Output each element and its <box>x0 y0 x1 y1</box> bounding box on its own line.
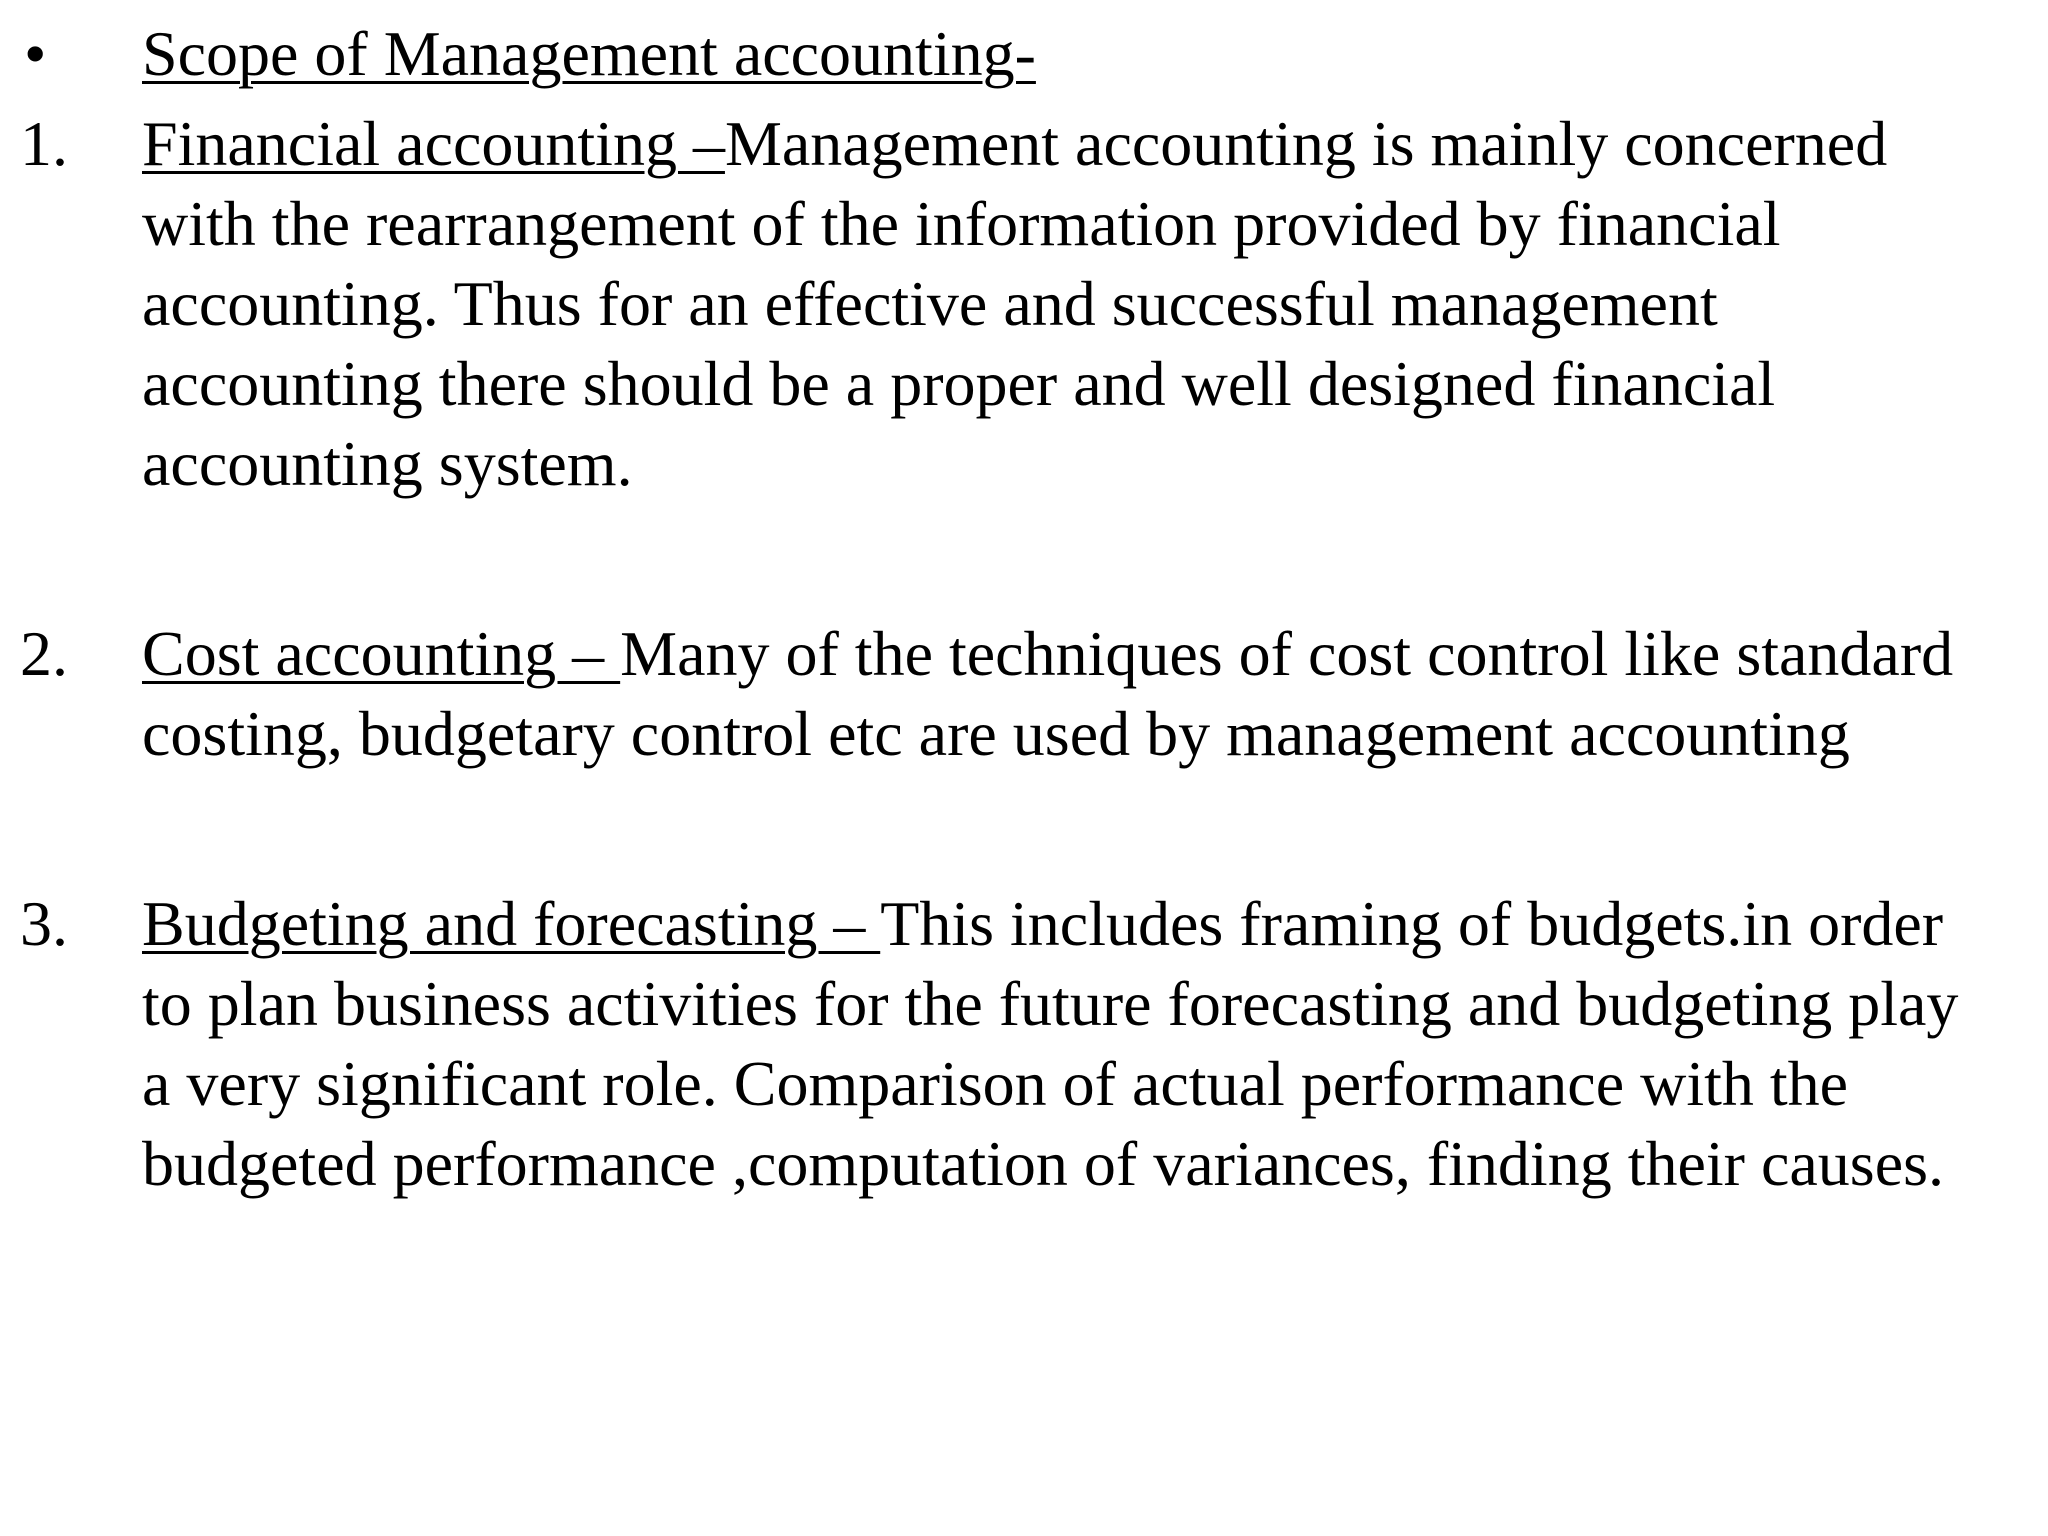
item-2-number: 2. <box>20 618 68 689</box>
item-1-text-1: Management accounting is mainly concerned <box>724 108 1888 179</box>
item-1-line-2: with the rearrangement of the information provided by financial <box>142 188 1781 259</box>
item-3-number: 3. <box>20 888 68 959</box>
heading-title-line <box>142 14 1036 94</box>
heading-title: Scope of Management accounting- <box>142 18 1036 89</box>
item-3-line-2: to plan business activities for the future forecasting and budgeting play <box>142 968 1959 1039</box>
item-1-line-3: accounting. Thus for an effective and successful management <box>142 268 1718 339</box>
item-3-text-1: This includes framing of budgets.in order <box>880 888 1944 959</box>
item-1-line-4: accounting there should be a proper and well designed financial <box>142 348 1776 419</box>
item-2-line-1 <box>142 614 1953 694</box>
item-3-line-1 <box>142 884 1943 964</box>
item-3-line-4: budgeted performance ,computation of variances, finding their causes. <box>142 1128 1944 1199</box>
item-3-term: Budgeting and forecasting – <box>142 888 881 959</box>
item-1-line-1 <box>142 104 1887 184</box>
item-3-line-3: a very significant role. Comparison of actual performance with the <box>142 1048 1849 1119</box>
item-1-line-5: accounting system. <box>142 428 633 499</box>
item-2-term: Cost accounting – <box>142 618 621 689</box>
item-2-text-1: Many of the techniques of cost control like standard <box>620 618 1954 689</box>
item-1-number: 1. <box>20 108 68 179</box>
heading-bullet: • <box>24 18 47 89</box>
item-2-line-2: costing, budgetary control etc are used by management accounting <box>142 698 1850 769</box>
item-1-term: Financial accounting – <box>142 108 725 179</box>
